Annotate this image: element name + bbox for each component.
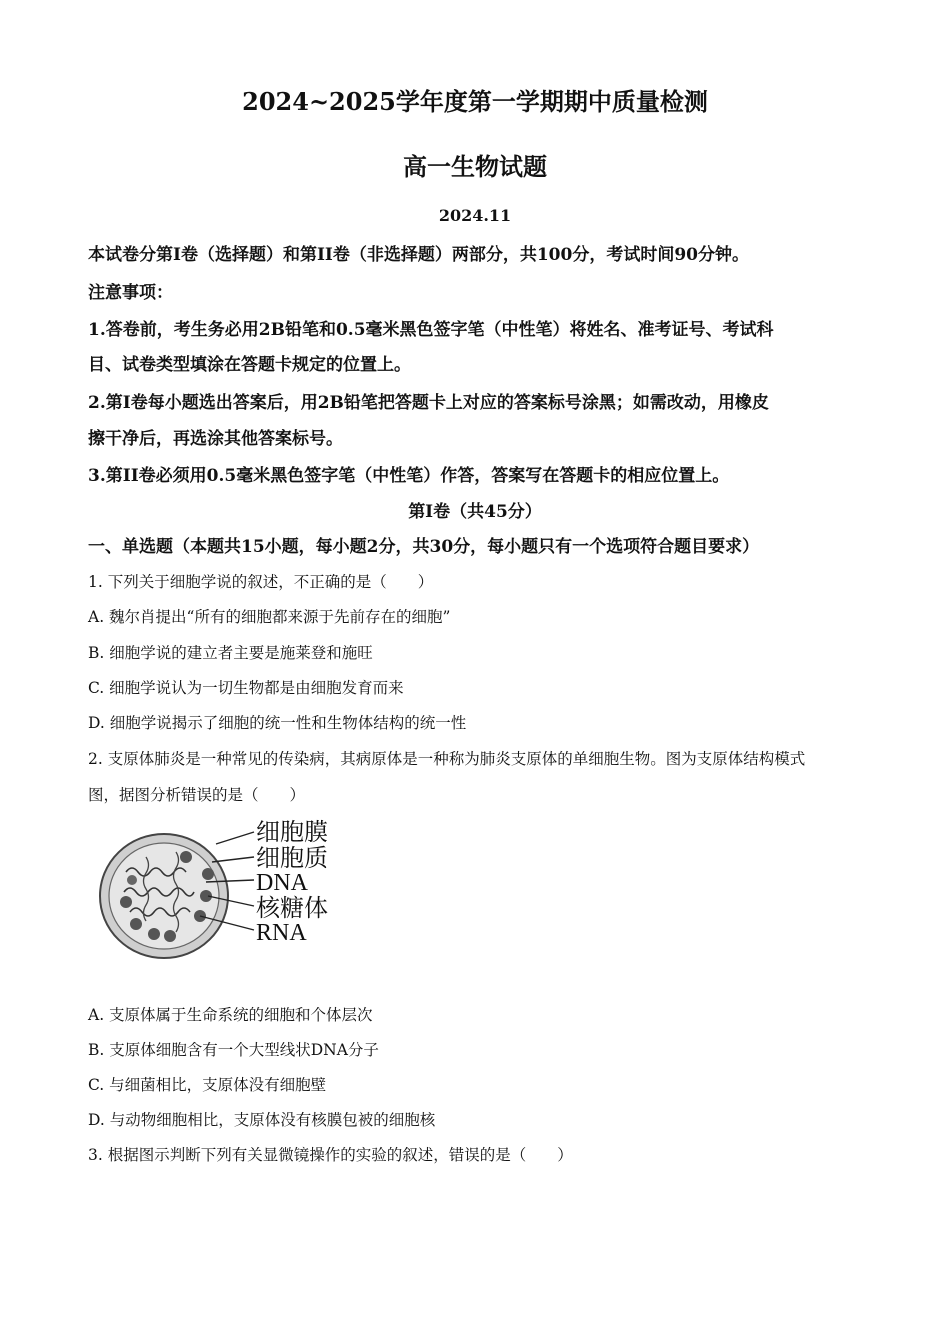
q3-stem: 3. 根据图示判断下列有关显微镜操作的实验的叙述，错误的是（ ） — [88, 1146, 573, 1164]
label-rna: RNA — [256, 920, 307, 946]
exam-title: 2024~2025学年度第一学期期中质量检测 — [242, 87, 708, 116]
notes-heading: 注意事项： — [88, 283, 173, 303]
q2-stem-line-2: 图，据图分析错误的是（ ） — [88, 786, 306, 804]
intro-text: 本试卷分第I卷（选择题）和第II卷（非选择题）两部分，共100分，考试时间90分钟。 — [88, 245, 749, 265]
q1-stem: 1. 下列关于细胞学说的叙述，不正确的是（ ） — [88, 573, 434, 591]
q2-option-d: D. 与动物细胞相比，支原体没有核膜包被的细胞核 — [88, 1111, 436, 1129]
subject-title: 高一生物试题 — [403, 152, 547, 181]
label-ribosome: 核糖体 — [256, 896, 328, 922]
part1-title: 第I卷（共45分） — [408, 502, 542, 522]
mycoplasma-diagram — [96, 812, 356, 962]
label-cytoplasm: 细胞质 — [256, 846, 328, 872]
q1-option-b: B. 细胞学说的建立者主要是施莱登和施旺 — [88, 644, 373, 662]
note-3: 3.第II卷必须用0.5毫米黑色签字笔（中性笔）作答，答案写在答题卡的相应位置上。 — [88, 466, 730, 486]
label-cell-membrane: 细胞膜 — [256, 820, 328, 846]
note-1-line-1: 1.答卷前，考生务必用2B铅笔和0.5毫米黑色签字笔（中性笔）将姓名、准考证号、考试科 — [88, 320, 774, 340]
q2-option-c: C. 与细菌相比，支原体没有细胞壁 — [88, 1076, 327, 1094]
section-heading: 一、单选题（本题共15小题，每小题2分，共30分，每小题只有一个选项符合题目要求） — [88, 537, 760, 557]
q2-option-b: B. 支原体细胞含有一个大型线状DNA分子 — [88, 1041, 379, 1059]
q1-option-d: D. 细胞学说揭示了细胞的统一性和生物体结构的统一性 — [88, 714, 467, 732]
exam-date: 2024.11 — [438, 206, 512, 225]
label-dna: DNA — [256, 870, 308, 896]
note-1-line-2: 目、试卷类型填涂在答题卡规定的位置上。 — [88, 355, 411, 375]
q1-option-c: C. 细胞学说认为一切生物都是由细胞发育而来 — [88, 679, 404, 697]
note-2-line-1: 2.第I卷每小题选出答案后，用2B铅笔把答题卡上对应的答案标号涂黑；如需改动，用橡皮 — [88, 393, 769, 413]
q1-option-a: A. 魏尔肖提出“所有的细胞都来源于先前存在的细胞” — [88, 608, 451, 626]
note-2-line-2: 擦干净后，再选涂其他答案标号。 — [88, 429, 343, 449]
q2-stem-line-1: 2. 支原体肺炎是一种常见的传染病，其病原体是一种称为肺炎支原体的单细胞生物。图为支原体结构模式 — [88, 750, 806, 768]
q2-option-a: A. 支原体属于生命系统的细胞和个体层次 — [88, 1006, 373, 1024]
